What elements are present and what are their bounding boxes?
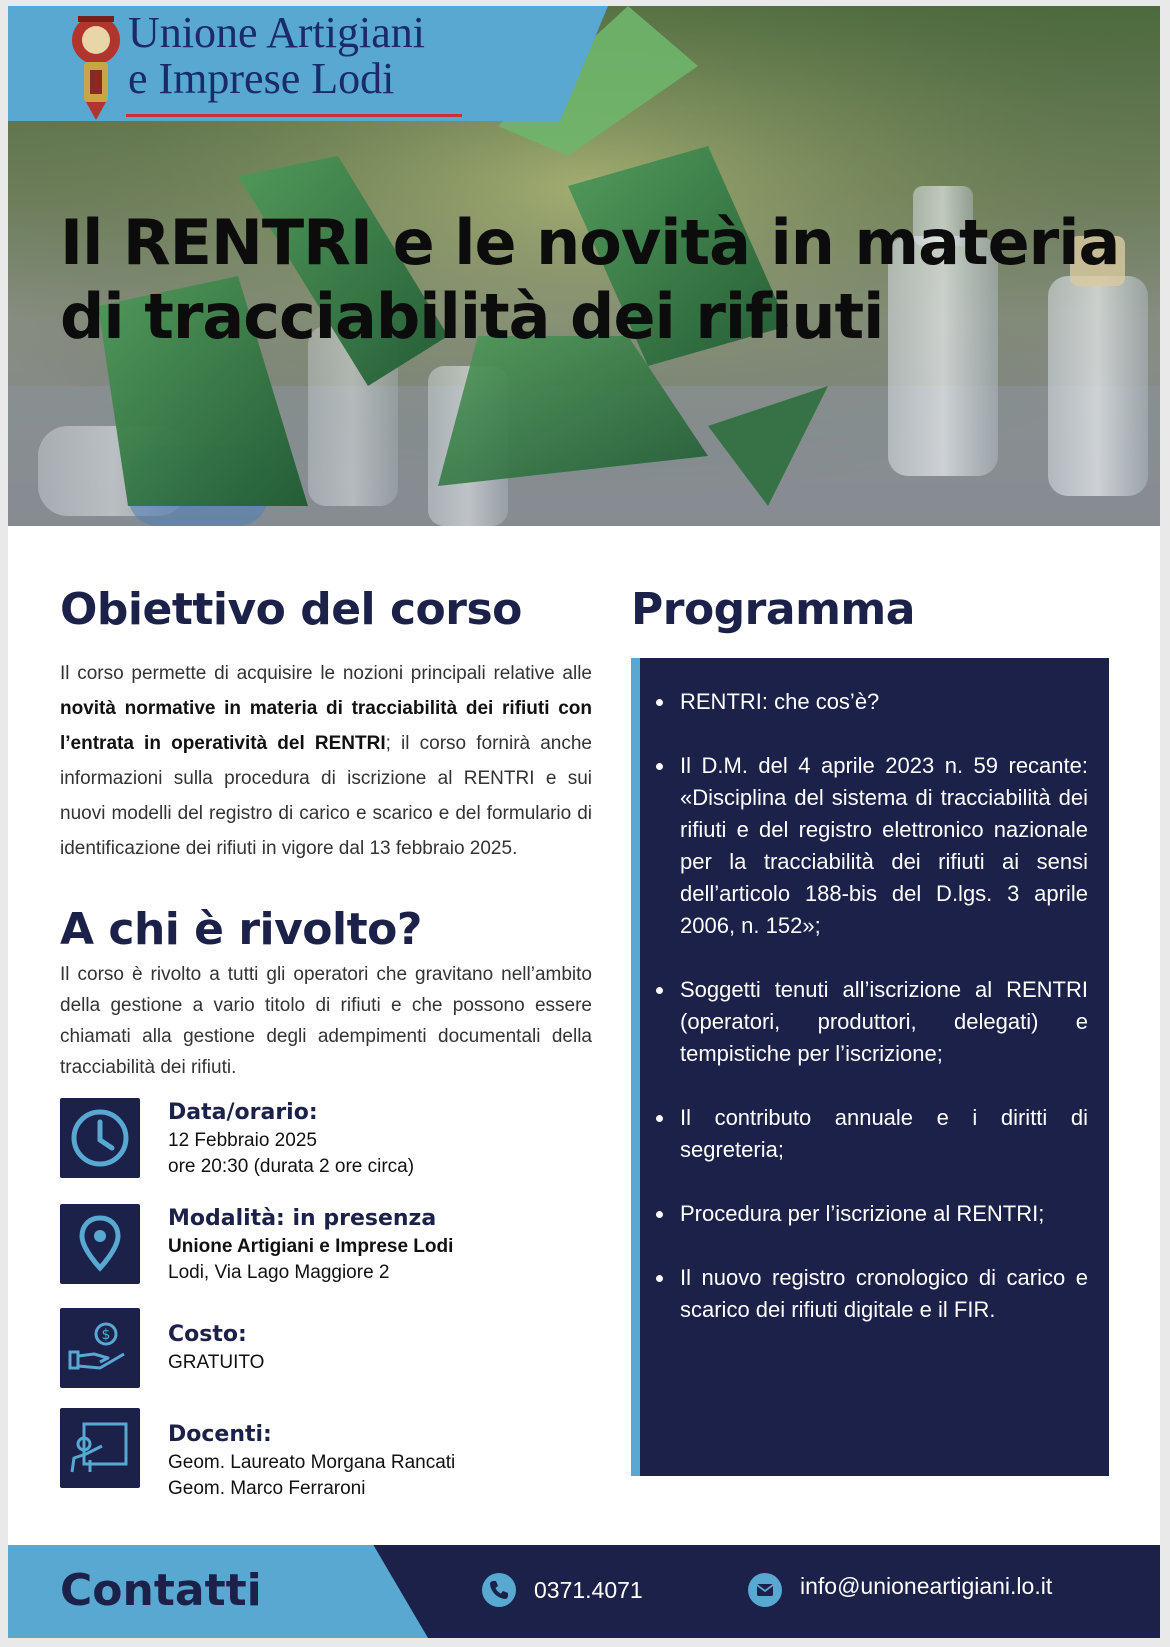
brand-name xyxy=(128,10,425,102)
obiettivo-text-start: Il corso permette di acquisire le nozioni principali relative alle xyxy=(60,663,592,684)
programma-item-4: Il contributo annuale e i diritti di segreteria; xyxy=(680,1102,1088,1166)
programma-item-1: RENTRI: che cos’è? xyxy=(680,686,1088,718)
hero-banner xyxy=(8,6,1160,526)
modalita-address: Lodi, Via Lago Maggiore 2 xyxy=(168,1262,390,1283)
rivolto-text: Il corso è rivolto a tutti gli operatori che gravitano nell’ambito della gestione a vario titolo di rifiuti e che possono essere chiamati alla gestione degli adempimenti documentali della tracciabilità dei rifiuti. xyxy=(60,964,592,1078)
brand-name-line2: e Imprese Lodi xyxy=(128,54,395,103)
page-title xyxy=(60,206,1140,354)
clock-icon xyxy=(60,1098,140,1178)
svg-text:$: $ xyxy=(101,1327,111,1343)
page-title-line2: di tracciabilità dei rifiuti xyxy=(60,280,884,353)
programma-item-6: Il nuovo registro cronologico di carico e scarico dei rifiuti digitale e il FIR. xyxy=(680,1262,1088,1326)
hand-coin-icon xyxy=(60,1308,140,1388)
obiettivo-text-bold: novità normative in materia di tracciabilità dei rifiuti con l’entrata in operatività del RENTRI xyxy=(60,698,592,754)
brand-underline xyxy=(126,114,462,117)
association-crest-logo xyxy=(68,10,124,122)
email-address: info@unioneartigiani.lo.it xyxy=(800,1573,1053,1599)
rivolto-heading: A chi è rivolto? xyxy=(60,904,422,955)
costo-value: GRATUITO xyxy=(168,1352,265,1373)
data-orario-time: ore 20:30 (durata 2 ore circa) xyxy=(168,1156,415,1177)
obiettivo-heading: Obiettivo del corso xyxy=(60,584,522,635)
programma-heading: Programma xyxy=(631,584,915,635)
brand-name-line1: Unione Artigiani xyxy=(128,8,425,57)
programma-item-3: Soggetti tenuti all’iscrizione al RENTRI (operatori, produttori, delegati) e tempistiche per l’iscrizione; xyxy=(680,974,1088,1070)
location-pin-icon xyxy=(60,1204,140,1284)
phone-icon xyxy=(482,1573,516,1607)
programma-box xyxy=(631,658,1109,1476)
phone-number: 0371.4071 xyxy=(534,1577,643,1603)
docenti-title: Docenti: xyxy=(168,1422,272,1447)
programma-item-5: Procedura per l’iscrizione al RENTRI; xyxy=(680,1198,1088,1230)
docente-2: Geom. Marco Ferraroni xyxy=(168,1478,366,1499)
data-orario-title: Data/orario: xyxy=(168,1100,318,1125)
modalita-venue: Unione Artigiani e Imprese Lodi xyxy=(168,1236,454,1257)
flyer-page xyxy=(8,6,1160,1638)
teacher-board-icon xyxy=(60,1408,140,1488)
modalita-title: Modalità: in presenza xyxy=(168,1206,437,1231)
obiettivo-text xyxy=(60,656,592,866)
page-title-line1: Il RENTRI e le novità in materia xyxy=(60,206,1120,279)
programma-item-2: Il D.M. del 4 aprile 2023 n. 59 recante: «Disciplina del sistema di tracciabilità dei rifiuti e del registro elettronico nazionale per la tracciabilità dei rifiuti ai sensi dell’articolo 188-bis del D.lgs. 3 aprile 2006, n. 152»; xyxy=(680,750,1088,942)
contacts-footer xyxy=(8,1545,1160,1638)
costo-title: Costo: xyxy=(168,1322,247,1347)
docente-1: Geom. Laureato Morgana Rancati xyxy=(168,1452,456,1473)
obiettivo-text-end: ; il corso fornirà anche informazioni sulla procedura di iscrizione al RENTRI e sui nuovi modelli del registro di carico e scarico e del formulario di identificazione dei rifiuti in vigore dal 13 febbraio 2025. xyxy=(60,733,592,859)
programma-list xyxy=(680,686,1088,1326)
footer-title: Contatti xyxy=(60,1565,262,1616)
data-orario-date: 12 Febbraio 2025 xyxy=(168,1130,317,1151)
mail-icon xyxy=(748,1573,782,1607)
